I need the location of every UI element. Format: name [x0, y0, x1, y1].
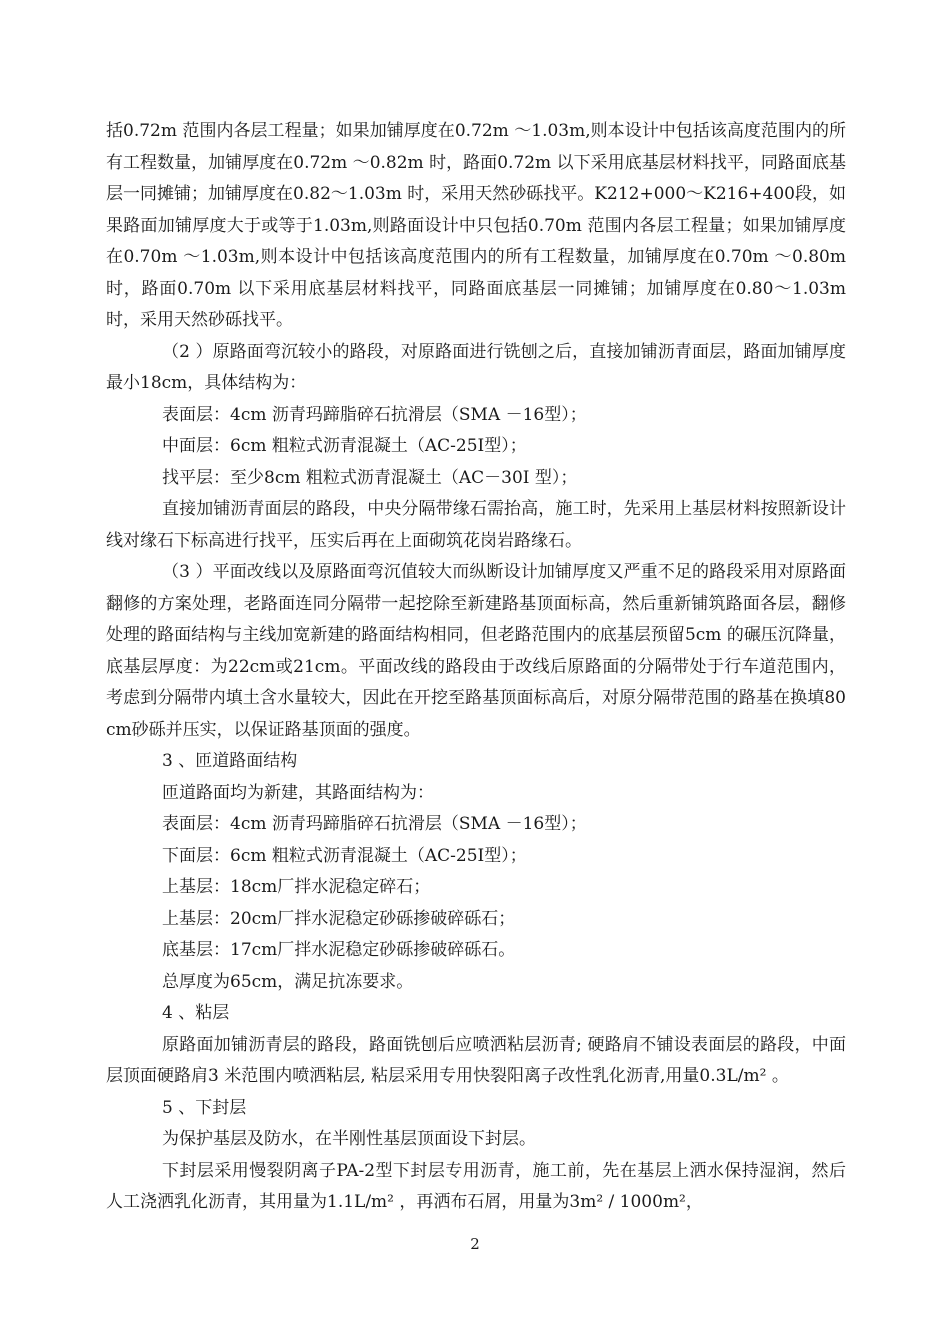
paragraph: 表面层：4cm 沥青玛蹄脂碎石抗滑层（SMA －16型）； [162, 404, 587, 425]
paragraph: 匝道路面均为新建，其路面结构为： [162, 782, 434, 803]
paragraph: 为保护基层及防水，在半刚性基层顶面设下封层。 [162, 1129, 536, 1149]
paragraph: 下封层采用慢裂阴离子PA-2型下封层专用沥青，施工前，先在基层上洒水保持湿润，然后人工浇洒乳化沥青，其用量为1.1L/m² ，再洒布石屑，用量为3m² / 1000m²， [106, 1160, 846, 1212]
paragraph: 下面层：6cm 粗粒式沥青混凝土（AC-25I型）； [162, 845, 527, 866]
paragraph: 上基层：20cm厂拌水泥稳定砂砾掺破碎砾石； [162, 908, 516, 929]
paragraph: 中面层：6cm 粗粒式沥青混凝土（AC-25I型）； [162, 436, 527, 456]
section-heading: 4 、粘层 [162, 1003, 230, 1023]
paragraph: （3 ）平面改线以及原路面弯沉值较大而纵断设计加铺厚度又严重不足的路段采用对原路面翻修的方案处理，老路面连同分隔带一起挖除至新建路基顶面标高，然后重新铺筑路面各层，翻修处理的路面结构与主线加宽新建的路面结构相同，但老路范围内的底基层预留5cm 的碾压沉降量，底基层厚度：为22cm或21cm。平面改线的路段由于改线后原路面的分隔带处于行车道范围内，考虑到分隔带内填土含水量较大，因此在开挖至路基顶面标高后，对原分隔带范围的路基在换填80cm砂砾并压实，以保证路基顶面的强度。 [106, 562, 846, 740]
document-body [106, 116, 846, 1219]
paragraph: 原路面加铺沥青层的路段，路面铣刨后应喷洒粘层沥青; 硬路肩不铺设表面层的路段，中面层顶面硬路肩3 米范围内喷洒粘层, 粘层采用专用快裂阳离子改性乳化沥青,用量0.3L/m² 。 [106, 1034, 846, 1086]
paragraph: （2 ）原路面弯沉较小的路段，对原路面进行铣刨之后，直接加铺沥青面层，路面加铺厚度最小18cm，具体结构为： [106, 341, 846, 393]
section-heading: 5 、下封层 [162, 1097, 247, 1118]
page-number: 2 [470, 1235, 480, 1253]
section-heading: 3 、匝道路面结构 [162, 751, 298, 771]
paragraph: 表面层：4cm 沥青玛蹄脂碎石抗滑层（SMA －16型）； [162, 814, 587, 834]
paragraph: 底基层：17cm厂拌水泥稳定砂砾掺破碎砾石。 [162, 940, 516, 960]
paragraph: 括0.72m 范围内各层工程量；如果加铺厚度在0.72m ～1.03m,则本设计中包括该高度范围内的所有工程数量，加铺厚度在0.72m ～0.82m 时，路面0.72m 以下采用底基层材料找平，同路面底基层一同摊铺；加铺厚度在0.82～1.03m 时，采用天然砂砾找平。K212+000～K216+400段，如果路面加铺厚度大于或等于1.03m,则路面设计中只包括0.70m 范围内各层工程量；如果加铺厚度在0.70m ～1.03m,则本设计中包括该高度范围内的所有工程数量，加铺厚度在0.70m ～0.80m 时，路面0.70m 以下采用底基层材料找平，同路面底基层一同摊铺；加铺厚度在0.80～1.03m 时，采用天然砂砾找平。 [106, 121, 846, 330]
paragraph: 总厚度为65cm，满足抗冻要求。 [162, 971, 414, 992]
paragraph: 直接加铺沥青面层的路段，中央分隔带缘石需抬高，施工时，先采用上基层材料按照新设计线对缘石下标高进行找平，压实后再在上面砌筑花岗岩路缘石。 [106, 499, 846, 551]
paragraph: 找平层：至少8cm 粗粒式沥青混凝土（AC－30I 型）； [162, 467, 578, 488]
paragraph: 上基层：18cm厂拌水泥稳定碎石； [162, 877, 431, 897]
